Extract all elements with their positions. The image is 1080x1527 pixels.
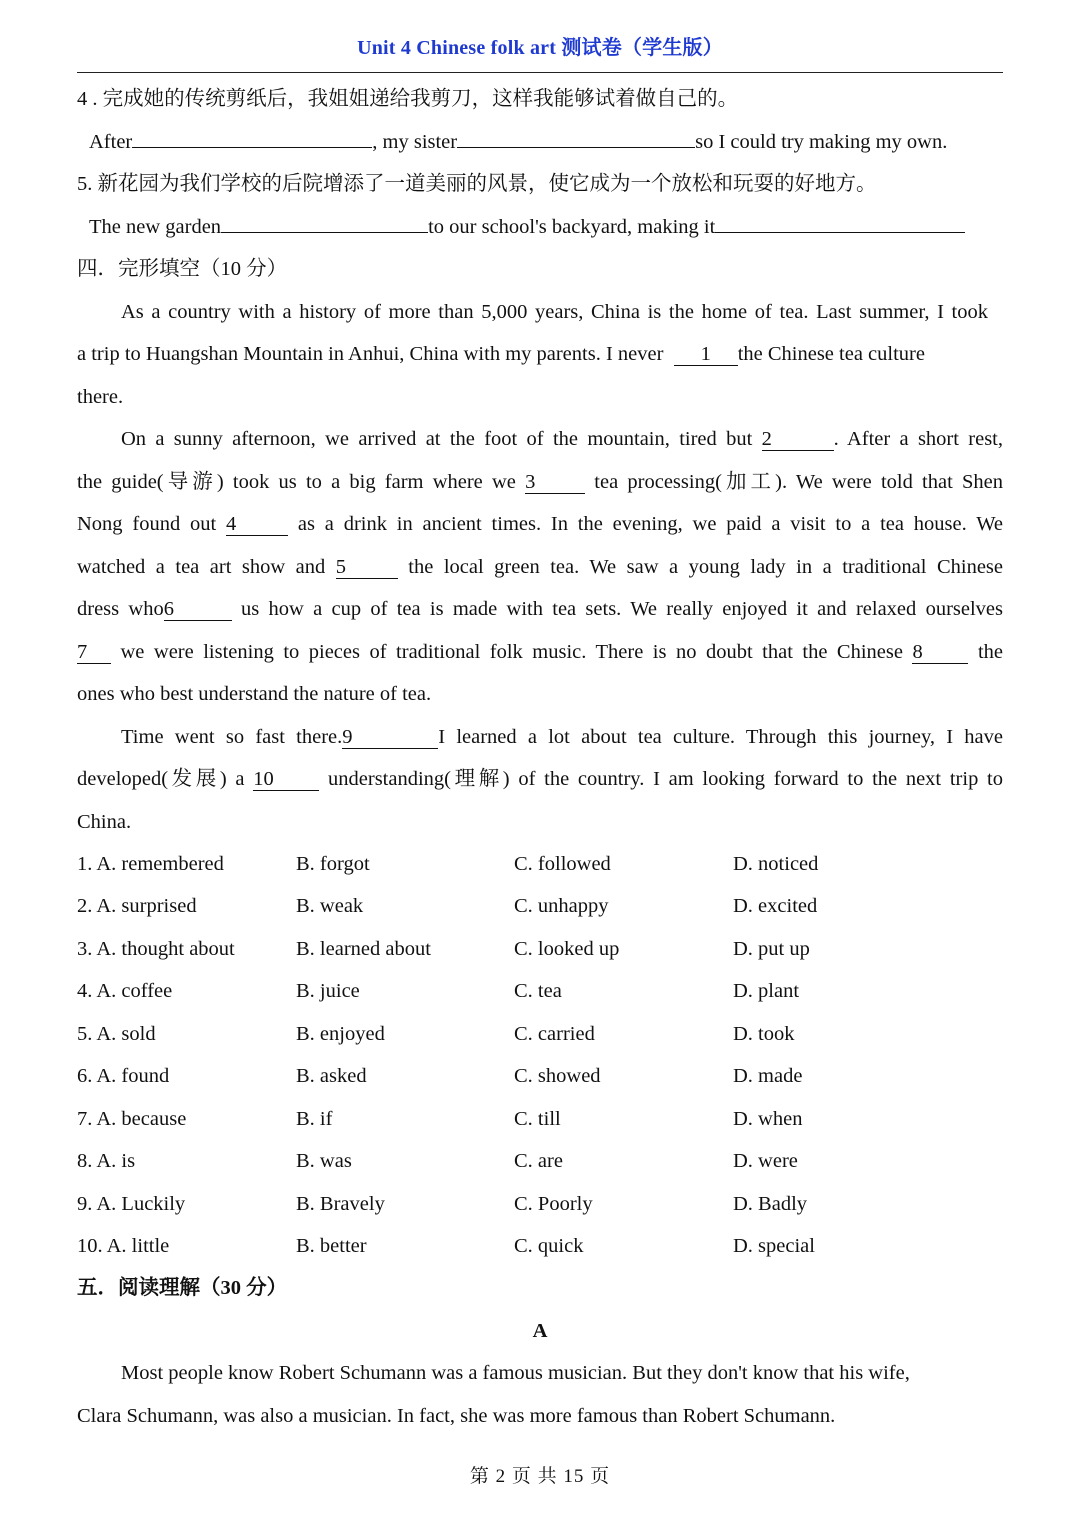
cloze-blank-9[interactable]: 9	[342, 726, 438, 749]
option-4a[interactable]: 4. A. coffee	[77, 980, 173, 1002]
option-1c[interactable]: C. followed	[514, 853, 611, 875]
cloze-p2-text: watched a tea art show and	[77, 556, 326, 578]
cloze-p2-line6	[77, 639, 1003, 665]
option-3a[interactable]: 3. A. thought about	[77, 938, 235, 960]
cloze-p1-line3: there.	[77, 386, 124, 408]
option-6d[interactable]: D. made	[733, 1065, 803, 1087]
cloze-p2-line2	[77, 469, 1003, 495]
q4-text-2: , my sister	[372, 131, 458, 153]
cloze-p2-text: On a sunny afternoon, we arrived at the foot of the mountain, tired but	[121, 428, 753, 450]
q4-blank-2[interactable]	[457, 147, 695, 148]
cloze-heading: 四．完形填空（10 分）	[77, 258, 288, 280]
cloze-p2-text: Nong found out	[77, 513, 217, 535]
option-7d[interactable]: D. when	[733, 1108, 803, 1130]
option-8a[interactable]: 8. A. is	[77, 1150, 136, 1172]
option-3b[interactable]: B. learned about	[296, 938, 431, 960]
q4-text-1: After	[89, 131, 133, 153]
reading-section-label: A	[532, 1320, 548, 1342]
cloze-p2-line4	[77, 554, 1003, 580]
q5-blank-1[interactable]	[221, 232, 428, 233]
cloze-p1-text: a trip to Huangshan Mountain in Anhui, China with my parents. I never	[77, 343, 664, 365]
option-5d[interactable]: D. took	[733, 1023, 795, 1045]
option-7c[interactable]: C. till	[514, 1108, 561, 1130]
option-row-8	[77, 1148, 1003, 1174]
cloze-p2-line5	[77, 596, 1003, 622]
option-9b[interactable]: B. Bravely	[296, 1193, 385, 1215]
q4-english-line	[89, 129, 1015, 155]
cloze-p2-text: . After a short rest,	[833, 428, 1003, 450]
option-5c[interactable]: C. carried	[514, 1023, 595, 1045]
cloze-p2-line3	[77, 511, 1003, 537]
option-6a[interactable]: 6. A. found	[77, 1065, 170, 1087]
option-row-9	[77, 1191, 1003, 1217]
option-row-2	[77, 893, 1003, 919]
option-2a[interactable]: 2. A. surprised	[77, 895, 197, 917]
option-10d[interactable]: D. special	[733, 1235, 815, 1257]
q5-chinese: 5. 新花园为我们学校的后院增添了一道美丽的风景，使它成为一个放松和玩耍的好地方。	[77, 173, 877, 195]
option-8d[interactable]: D. were	[733, 1150, 798, 1172]
cloze-p3-text: understanding(理解) of the country. I am looking forward to the next trip to	[328, 768, 1004, 790]
cloze-p1-text: the Chinese tea culture	[737, 343, 925, 365]
option-3c[interactable]: C. looked up	[514, 938, 620, 960]
cloze-blank-4[interactable]: 4	[226, 513, 288, 536]
option-row-6	[77, 1063, 1003, 1089]
page-header-title: Unit 4 Chinese folk art 测试卷（学生版）	[357, 37, 723, 59]
option-1d[interactable]: D. noticed	[733, 853, 819, 875]
cloze-blank-2[interactable]: 2	[762, 428, 834, 451]
reading-heading: 五．阅读理解（30 分）	[77, 1277, 288, 1299]
cloze-p2-text: us how a cup of tea is made with tea sets. We really enjoyed it and relaxed ourselves	[241, 598, 1003, 620]
cloze-blank-7[interactable]: 7	[77, 641, 111, 664]
option-9c[interactable]: C. Poorly	[514, 1193, 593, 1215]
cloze-p2-line7: ones who best understand the nature of tea.	[77, 683, 432, 705]
option-2b[interactable]: B. weak	[296, 895, 364, 917]
q5-blank-2[interactable]	[715, 232, 965, 233]
reading-line1: Most people know Robert Schumann was a famous musician. But they don't know that his wife,	[121, 1362, 910, 1384]
option-6c[interactable]: C. showed	[514, 1065, 601, 1087]
option-10c[interactable]: C. quick	[514, 1235, 584, 1257]
cloze-p2-text: as a drink in ancient times. In the evening, we paid a visit to a tea house. We	[297, 513, 1004, 535]
option-3d[interactable]: D. put up	[733, 938, 810, 960]
cloze-p3-text: I learned a lot about tea culture. Through this journey, I have	[438, 726, 1004, 748]
option-4b[interactable]: B. juice	[296, 980, 360, 1002]
q4-chinese: 4 . 完成她的传统剪纸后，我姐姐递给我剪刀，这样我能够试着做自己的。	[77, 88, 739, 110]
q4-blank-1[interactable]	[132, 147, 372, 148]
cloze-p2-text: tea processing(加工). We were told that Shen	[594, 471, 1003, 493]
q4-text-3: so I could try making my own.	[695, 131, 948, 153]
q5-english-line	[89, 214, 1015, 240]
option-10a[interactable]: 10. A. little	[77, 1235, 170, 1257]
cloze-p2-text: dress who	[77, 598, 164, 620]
option-row-3	[77, 936, 1003, 962]
cloze-p2-text: the guide(导游) took us to a big farm where we	[77, 471, 516, 493]
cloze-p3-line1	[121, 724, 1003, 750]
option-2c[interactable]: C. unhappy	[514, 895, 609, 917]
option-4d[interactable]: D. plant	[733, 980, 800, 1002]
cloze-p2-text: the local green tea. We saw a young lady in a traditional Chinese	[408, 556, 1004, 578]
option-8c[interactable]: C. are	[514, 1150, 563, 1172]
cloze-p2-text: we were listening to pieces of traditional folk music. There is no doubt that the Chinese	[120, 641, 903, 663]
q5-text-2: to our school's backyard, making it	[428, 216, 716, 238]
cloze-p1-line2	[77, 341, 977, 367]
option-2d[interactable]: D. excited	[733, 895, 818, 917]
cloze-blank-1[interactable]: 1	[674, 343, 738, 366]
option-1b[interactable]: B. forgot	[296, 853, 370, 875]
option-9a[interactable]: 9. A. Luckily	[77, 1193, 186, 1215]
option-8b[interactable]: B. was	[296, 1150, 352, 1172]
option-5a[interactable]: 5. A. sold	[77, 1023, 156, 1045]
cloze-blank-3[interactable]: 3	[525, 471, 585, 494]
cloze-blank-10[interactable]: 10	[253, 768, 319, 791]
cloze-p3-line2	[77, 766, 1003, 792]
page-footer: 第 2 页 共 15 页	[469, 1466, 611, 1487]
option-row-5	[77, 1021, 1003, 1047]
q5-text-1: The new garden	[89, 216, 222, 238]
option-row-1	[77, 851, 1003, 877]
option-7b[interactable]: B. if	[296, 1108, 333, 1130]
option-row-10	[77, 1233, 1003, 1259]
cloze-p3-line3: China.	[77, 811, 132, 833]
option-4c[interactable]: C. tea	[514, 980, 562, 1002]
option-row-7	[77, 1106, 1003, 1132]
cloze-p1-line1: As a country with a history of more than 5,000 years, China is the home of tea. Last summer, I took	[121, 301, 988, 323]
cloze-p2-text: the	[977, 641, 1004, 663]
reading-line2: Clara Schumann, was also a musician. In fact, she was more famous than Robert Schumann.	[77, 1405, 836, 1427]
option-10b[interactable]: B. better	[296, 1235, 367, 1257]
cloze-blank-8[interactable]: 8	[912, 641, 968, 664]
cloze-p3-text: Time went so fast there.	[121, 726, 343, 748]
option-row-4	[77, 978, 1003, 1004]
option-5b[interactable]: B. enjoyed	[296, 1023, 385, 1045]
option-1a[interactable]: 1. A. remembered	[77, 853, 224, 875]
header-divider	[77, 72, 1003, 73]
cloze-blank-5[interactable]: 5	[336, 556, 398, 579]
option-7a[interactable]: 7. A. because	[77, 1108, 187, 1130]
cloze-p3-text: developed(发展) a	[77, 768, 245, 790]
cloze-p2-line1	[121, 426, 1003, 452]
option-9d[interactable]: D. Badly	[733, 1193, 808, 1215]
cloze-blank-6[interactable]: 6	[164, 598, 232, 621]
option-6b[interactable]: B. asked	[296, 1065, 367, 1087]
